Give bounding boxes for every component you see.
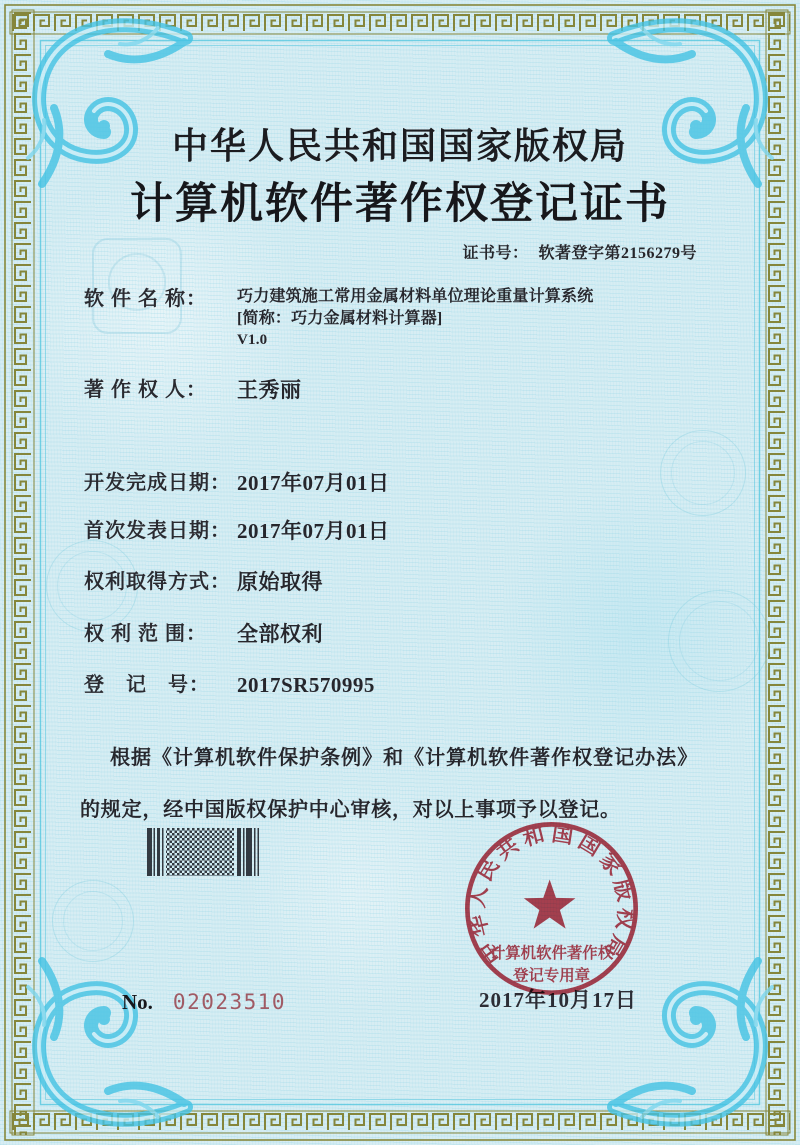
issuing-authority: 中华人民共和国国家版权局 [171,126,628,166]
registration-statement: 根据《计算机软件保护条例》和《计算机软件著作权登记办法》的规定，经中国版权保护中心审核，对以上事项予以登记。 [80,747,698,821]
guilloche-ring [52,880,134,962]
seal-ring-text: 中华人民共和国国家版权局 [464,821,639,968]
first-publish-date-value: 2017年07月01日 [237,519,390,543]
certificate-title: 计算机软件著作权登记证书 [130,181,670,228]
rights-acquire-mode-label: 权利取得方式： [84,571,231,593]
official-seal [458,815,645,1002]
dev-complete-date-label: 开发完成日期： [84,472,231,494]
software-name-label: 软 件 名 称： [84,288,207,310]
seal-caption-line2: 登记专用章 [512,967,591,985]
field-dev-complete-date [84,473,744,493]
copyright-owner-value: 王秀丽 [237,378,302,402]
field-software-name [84,288,744,348]
seal-caption-line1: 计算机软件著作权 [489,945,614,963]
rights-scope-label: 权 利 范 围： [84,623,207,645]
embossed-watermark [92,238,182,334]
barcode [147,828,263,876]
issue-date: 2017年10月17日 [479,988,637,1012]
software-short-name: [简称：巧力金属材料计算器] [237,310,443,327]
rights-scope-value: 全部权利 [237,622,323,646]
field-registration-no [84,675,744,695]
dev-complete-date-value: 2017年07月01日 [237,471,390,495]
software-version: V1.0 [237,332,268,348]
field-rights-acquire-mode [84,572,744,592]
serial-number-label: No. [122,990,153,1014]
software-name-value: 巧力建筑施工常用金属材料单位理论重量计算系统 [237,288,594,305]
serial-number-line [122,992,286,1013]
registration-no-label: 登 记 号： [84,674,210,696]
registration-no-value: 2017SR570995 [237,673,375,697]
seal-star-icon [524,880,576,929]
copyright-owner-label: 著 作 权 人： [84,379,207,401]
certificate-number [462,246,697,262]
field-rights-scope [84,624,744,644]
rights-acquire-mode-value: 原始取得 [237,570,323,594]
field-first-publish-date [84,521,744,541]
serial-number-value: 02023510 [172,990,287,1014]
certificate-number-label: 证书号： [462,245,529,262]
certificate-number-value: 软著登字第2156279号 [538,245,697,262]
field-copyright-owner [84,380,744,400]
first-publish-date-label: 首次发表日期： [84,520,231,542]
